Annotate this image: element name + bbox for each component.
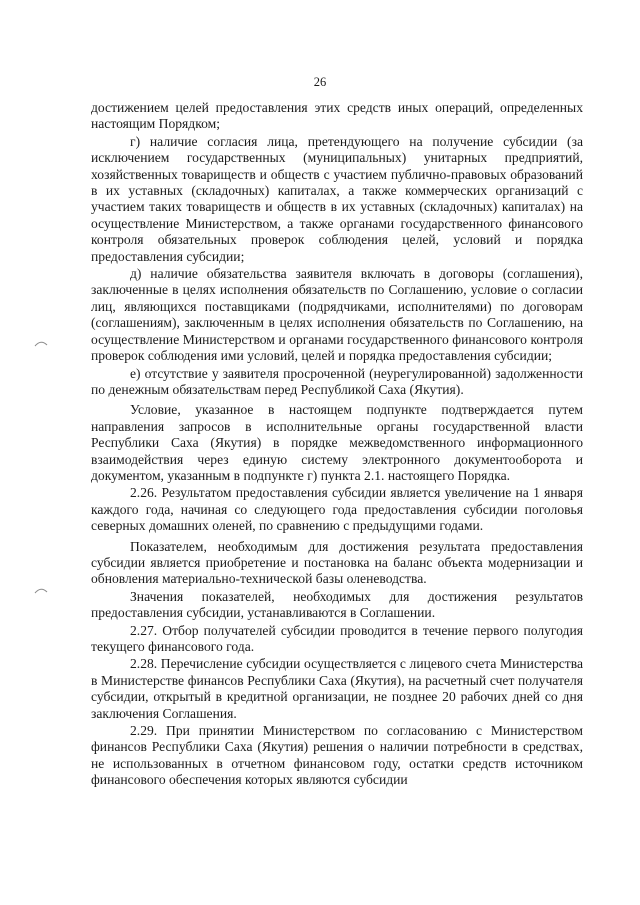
scan-punch-mark — [34, 339, 48, 347]
paragraph-2-26: 2.26. Результатом предоставления субсидии является увеличение на 1 января каждого года, начиная со следующего года предоставления субсидии поголовья северных домашних оленей, по сравнению с предыдущими годами. — [91, 485, 583, 534]
page-number: 26 — [313, 75, 327, 89]
paragraph-2-28: 2.28. Перечисление субсидии осуществляется с лицевого счета Министерства в Министерстве финансов Республики Саха (Якутия), на расчетный счет получателя субсидии, открытый в кредитной организации, не позднее 20 рабочих дней со дня заключения Соглашения. — [91, 656, 583, 721]
document-body — [91, 100, 583, 790]
paragraph-continuation: достижением целей предоставления этих средств иных операций, определенных настоящим Порядком; — [91, 100, 583, 132]
paragraph-indicator-values: Значения показателей, необходимых для достижения результатов предоставления субсидии, устанавливаются в Соглашении. — [91, 588, 583, 621]
scan-punch-mark — [34, 586, 48, 594]
paragraph-indicator: Показателем, необходимым для достижения результата предоставления субсидии является приобретение и постановка на баланс объекта модернизации и обновления материально-технической базы оленеводства. — [91, 538, 583, 587]
paragraph-condition: Условие, указанное в настоящем подпункте подтверждается путем направления запросов в исполнительные органы государственной власти Республики Саха (Якутия) в порядке межведомственного информационного взаимодействия через единую систему электронного документооборота и документом, указанным в подпункте г) пункта 2.1. настоящего Порядка. — [91, 402, 583, 483]
paragraph-2-29: 2.29. При принятии Министерством по согласованию с Министерством финансов Республики Саха (Якутия) решения о наличии потребности в средствах, не использованных в отчетном финансовом году, остатки средств источником финансового обеспечения которых являются субсидии — [91, 723, 583, 788]
paragraph-2-27: 2.27. Отбор получателей субсидии проводится в течение первого полугодия текущего финансового года. — [91, 622, 583, 654]
paragraph-item-d: д) наличие обязательства заявителя включать в договоры (соглашения), заключенные в целях исполнения обязательств по Соглашению, условие о согласии лиц, являющихся поставщиками (подрядчиками, исполнителями) по договорам (соглашениям), заключенным в целях исполнения обязательств по Соглашению, на осуществление Министерством и органами государственного финансового контроля проверок соблюдения ими условий, целей и порядка предоставления субсидии; — [91, 266, 583, 364]
paragraph-item-g: г) наличие согласия лица, претендующего на получение субсидии (за исключением государственных (муниципальных) унитарных предприятий, хозяйственных товариществ и обществ с участием публично-правовых образований в их уставных (складочных) капиталах, а также коммерческих организаций с участием таких товариществ и обществ в их уставных (складочных) капиталах) на осуществление Министерством, а также органами государственного финансового контроля обязательных проверок соблюдения целей, условий и порядка предоставления субсидии; — [91, 133, 583, 264]
paragraph-item-e: е) отсутствие у заявителя просроченной (неурегулированной) задолженности по денежным обязательствам перед Республикой Саха (Якутия). — [91, 365, 583, 397]
